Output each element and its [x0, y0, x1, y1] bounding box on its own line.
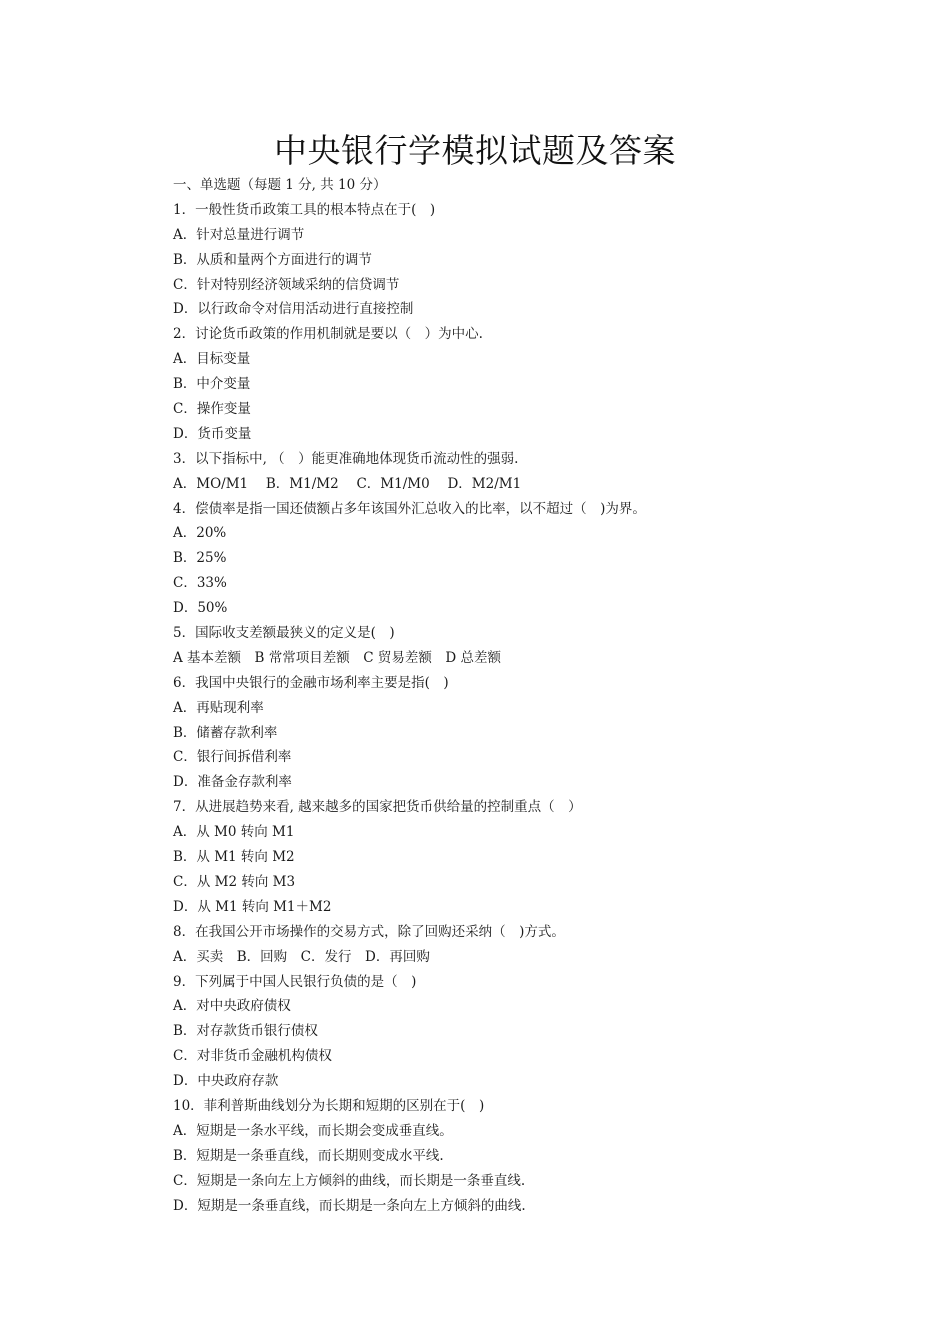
question-4-option-a: A．20%	[173, 525, 227, 542]
question-4-option-d: D．50%	[173, 600, 228, 617]
question-6-option-d: D．准备金存款利率	[173, 774, 292, 791]
question-3: 3．以下指标中, （ ）能更准确地体现货币流动性的强弱.	[173, 450, 519, 467]
question-2-option-c: C．操作变量	[173, 401, 251, 418]
question-7-option-d: D．从 M1 转向 M1＋M2	[173, 898, 332, 915]
question-9-option-c: C．对非货币金融机构债权	[173, 1048, 332, 1065]
question-2: 2．讨论货币政策的作用机制就是要以（ ）为中心.	[173, 326, 483, 343]
question-7-option-a: A．从 M0 转向 M1	[173, 824, 295, 841]
question-5: 5．国际收支差额最狭义的定义是( )	[173, 625, 395, 642]
question-7: 7．从进展趋势来看, 越来越多的国家把货币供给量的控制重点（ ）	[173, 799, 582, 816]
question-1-option-a: A．针对总量进行调节	[173, 226, 305, 243]
question-9: 9．下列属于中国人民银行负债的是（ )	[173, 973, 417, 990]
question-6: 6．我国中央银行的金融市场利率主要是指( )	[173, 674, 449, 691]
question-2-option-b: B．中介变量	[173, 376, 251, 393]
question-1-option-c: C．针对特别经济领域采纳的信贷调节	[173, 276, 400, 293]
section-heading: 一、单选题（每题 1 分, 共 10 分）	[173, 177, 387, 193]
question-6-option-a: A．再贴现利率	[173, 699, 264, 716]
question-4-option-c: C．33%	[173, 575, 227, 592]
question-10-option-b: B．短期是一条垂直线，而长期则变成水平线.	[173, 1147, 444, 1164]
question-10-option-d: D．短期是一条垂直线，而长期是一条向左上方倾斜的曲线.	[173, 1197, 526, 1214]
question-8: 8．在我国公开市场操作的交易方式，除了回购还采纳（ )方式。	[173, 923, 565, 940]
question-7-option-c: C．从 M2 转向 M3	[173, 873, 296, 890]
question-1-option-b: B．从质和量两个方面进行的调节	[173, 251, 372, 268]
question-1-option-d: D．以行政命令对信用活动进行直接控制	[173, 301, 414, 318]
question-4: 4．偿债率是指一国还债额占多年该国外汇总收入的比率，以不超过（ )为界。	[173, 500, 646, 517]
question-3-options: A．MO/M1 B．M1/M2 C．M1/M0 D．M2/M1	[173, 475, 522, 492]
document-title: 中央银行学模拟试题及答案	[274, 131, 676, 170]
question-2-option-a: A．目标变量	[173, 351, 251, 368]
question-9-option-a: A．对中央政府债权	[173, 998, 291, 1015]
question-9-option-b: B．对存款货币银行债权	[173, 1023, 318, 1040]
question-8-options: A．买卖 B．回购 C．发行 D．再回购	[173, 948, 430, 965]
question-1: 1．一般性货币政策工具的根本特点在于( )	[173, 201, 436, 218]
question-7-option-b: B．从 M1 转向 M2	[173, 849, 295, 866]
question-10: 10．菲利普斯曲线划分为长期和短期的区别在于( )	[173, 1097, 485, 1114]
question-10-option-a: A．短期是一条水平线，而长期会变成垂直线。	[173, 1122, 453, 1139]
question-2-option-d: D．货币变量	[173, 425, 252, 442]
question-10-option-c: C．短期是一条向左上方倾斜的曲线，而长期是一条垂直线.	[173, 1172, 526, 1189]
question-9-option-d: D．中央政府存款	[173, 1073, 279, 1090]
question-4-option-b: B．25%	[173, 550, 227, 567]
document-body	[173, 173, 793, 1218]
question-6-option-c: C．银行间拆借利率	[173, 749, 292, 766]
question-5-options: A 基本差额 B 常常项目差额 C 贸易差额 D 总差额	[173, 649, 501, 666]
question-6-option-b: B．储蓄存款利率	[173, 724, 278, 741]
